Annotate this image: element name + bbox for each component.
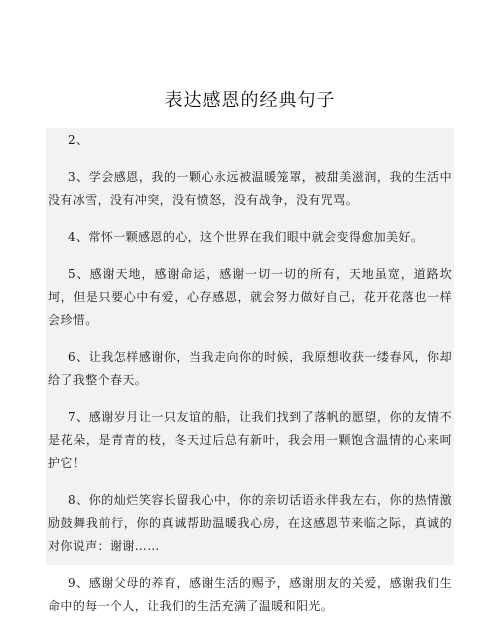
paragraph-5: 5、感谢天地，感谢命运，感谢一切一切的所有，天地虽宽，道路坎坷，但是只要心中有爱，心存感恩，就会努力做好自己，花开花落也一样会珍惜。 bbox=[48, 267, 452, 327]
paragraph-2: 2、 bbox=[68, 133, 89, 147]
paragraph-4: 4、常怀一颗感恩的心，这个世界在我们眼中就会变得愈加美好。 bbox=[68, 230, 424, 244]
page-title: 表达感恩的经典句子 bbox=[164, 90, 336, 111]
paragraph-8: 8、你的灿烂笑容长留我心中，你的亲切话语永伴我左右，你的热情激励鼓舞我前行，你的真诚帮助温暖我心房，在这感恩节来临之际，真诚的对你说声：谢谢…… bbox=[48, 493, 452, 553]
article-body bbox=[46, 128, 454, 613]
paragraph-9: 9、感谢父母的养育，感谢生活的赐予，感谢朋友的关爱，感谢我们生命中的每一个人，让我们的生活充满了温暖和阳光。 bbox=[48, 576, 452, 613]
paragraph-7: 7、感谢岁月让一只友谊的船，让我们找到了落帆的愿望，你的友情不是花朵，是青青的枝，冬天过后总有新叶，我会用一颗饱含温情的心来呵护它！ bbox=[48, 410, 452, 470]
paragraph-6: 6、让我怎样感谢你，当我走向你的时候，我原想收获一缕春风，你却给了我整个春天。 bbox=[48, 350, 452, 387]
paragraph-3: 3、学会感恩，我的一颗心永远被温暖笼罩，被甜美滋润，我的生活中没有冰雪，没有冲突，没有愤怒，没有战争，没有咒骂。 bbox=[48, 170, 452, 207]
